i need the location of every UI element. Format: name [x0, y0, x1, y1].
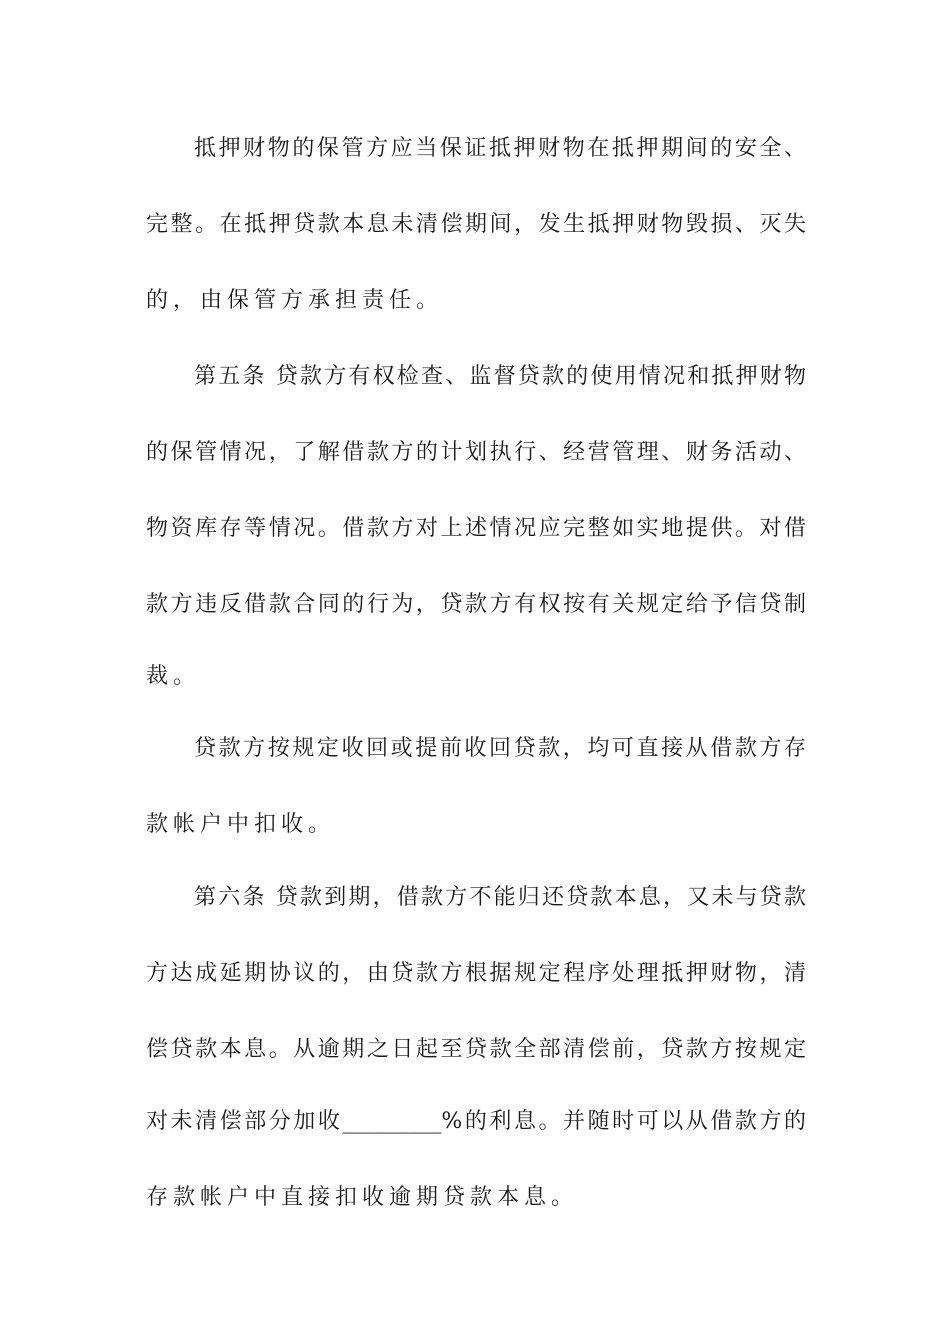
text-line: 抵押财物的保管方应当保证抵押财物在抵押期间的安全、 — [194, 136, 806, 161]
text-line: 裁。 — [146, 664, 201, 689]
text-line: 的保管情况，了解借款方的计划执行、经营管理、财务活动、 — [146, 440, 806, 465]
text-line: 款方违反借款合同的行为，贷款方有权按有关规定给予信贷制 — [146, 592, 806, 617]
text-line: 第六条 贷款到期，借款方不能归还贷款本息，又未与贷款 — [194, 885, 806, 910]
text-line: 对未清偿部分加收_________%的利息。并随时可以从借款方的 — [146, 1109, 806, 1134]
text-line: 的，由保管方承担责任。 — [146, 288, 444, 313]
text-line: 贷款方按规定收回或提前收回贷款，均可直接从借款方存 — [194, 736, 806, 761]
text-line: 第五条 贷款方有权检查、监督贷款的使用情况和抵押财物 — [194, 364, 806, 389]
text-line: 方达成延期协议的，由贷款方根据规定程序处理抵押财物，清 — [146, 961, 806, 986]
text-line: 存款帐户中直接扣收逾期贷款本息。 — [146, 1185, 579, 1210]
text-line: 偿贷款本息。从逾期之日起至贷款全部清偿前，贷款方按规定 — [146, 1037, 806, 1062]
text-line: 款帐户中扣收。 — [146, 812, 336, 837]
text-line: 完整。在抵押贷款本息未清偿期间，发生抵押财物毁损、灭失 — [146, 212, 806, 237]
text-line: 物资库存等情况。借款方对上述情况应完整如实地提供。对借 — [146, 516, 806, 541]
